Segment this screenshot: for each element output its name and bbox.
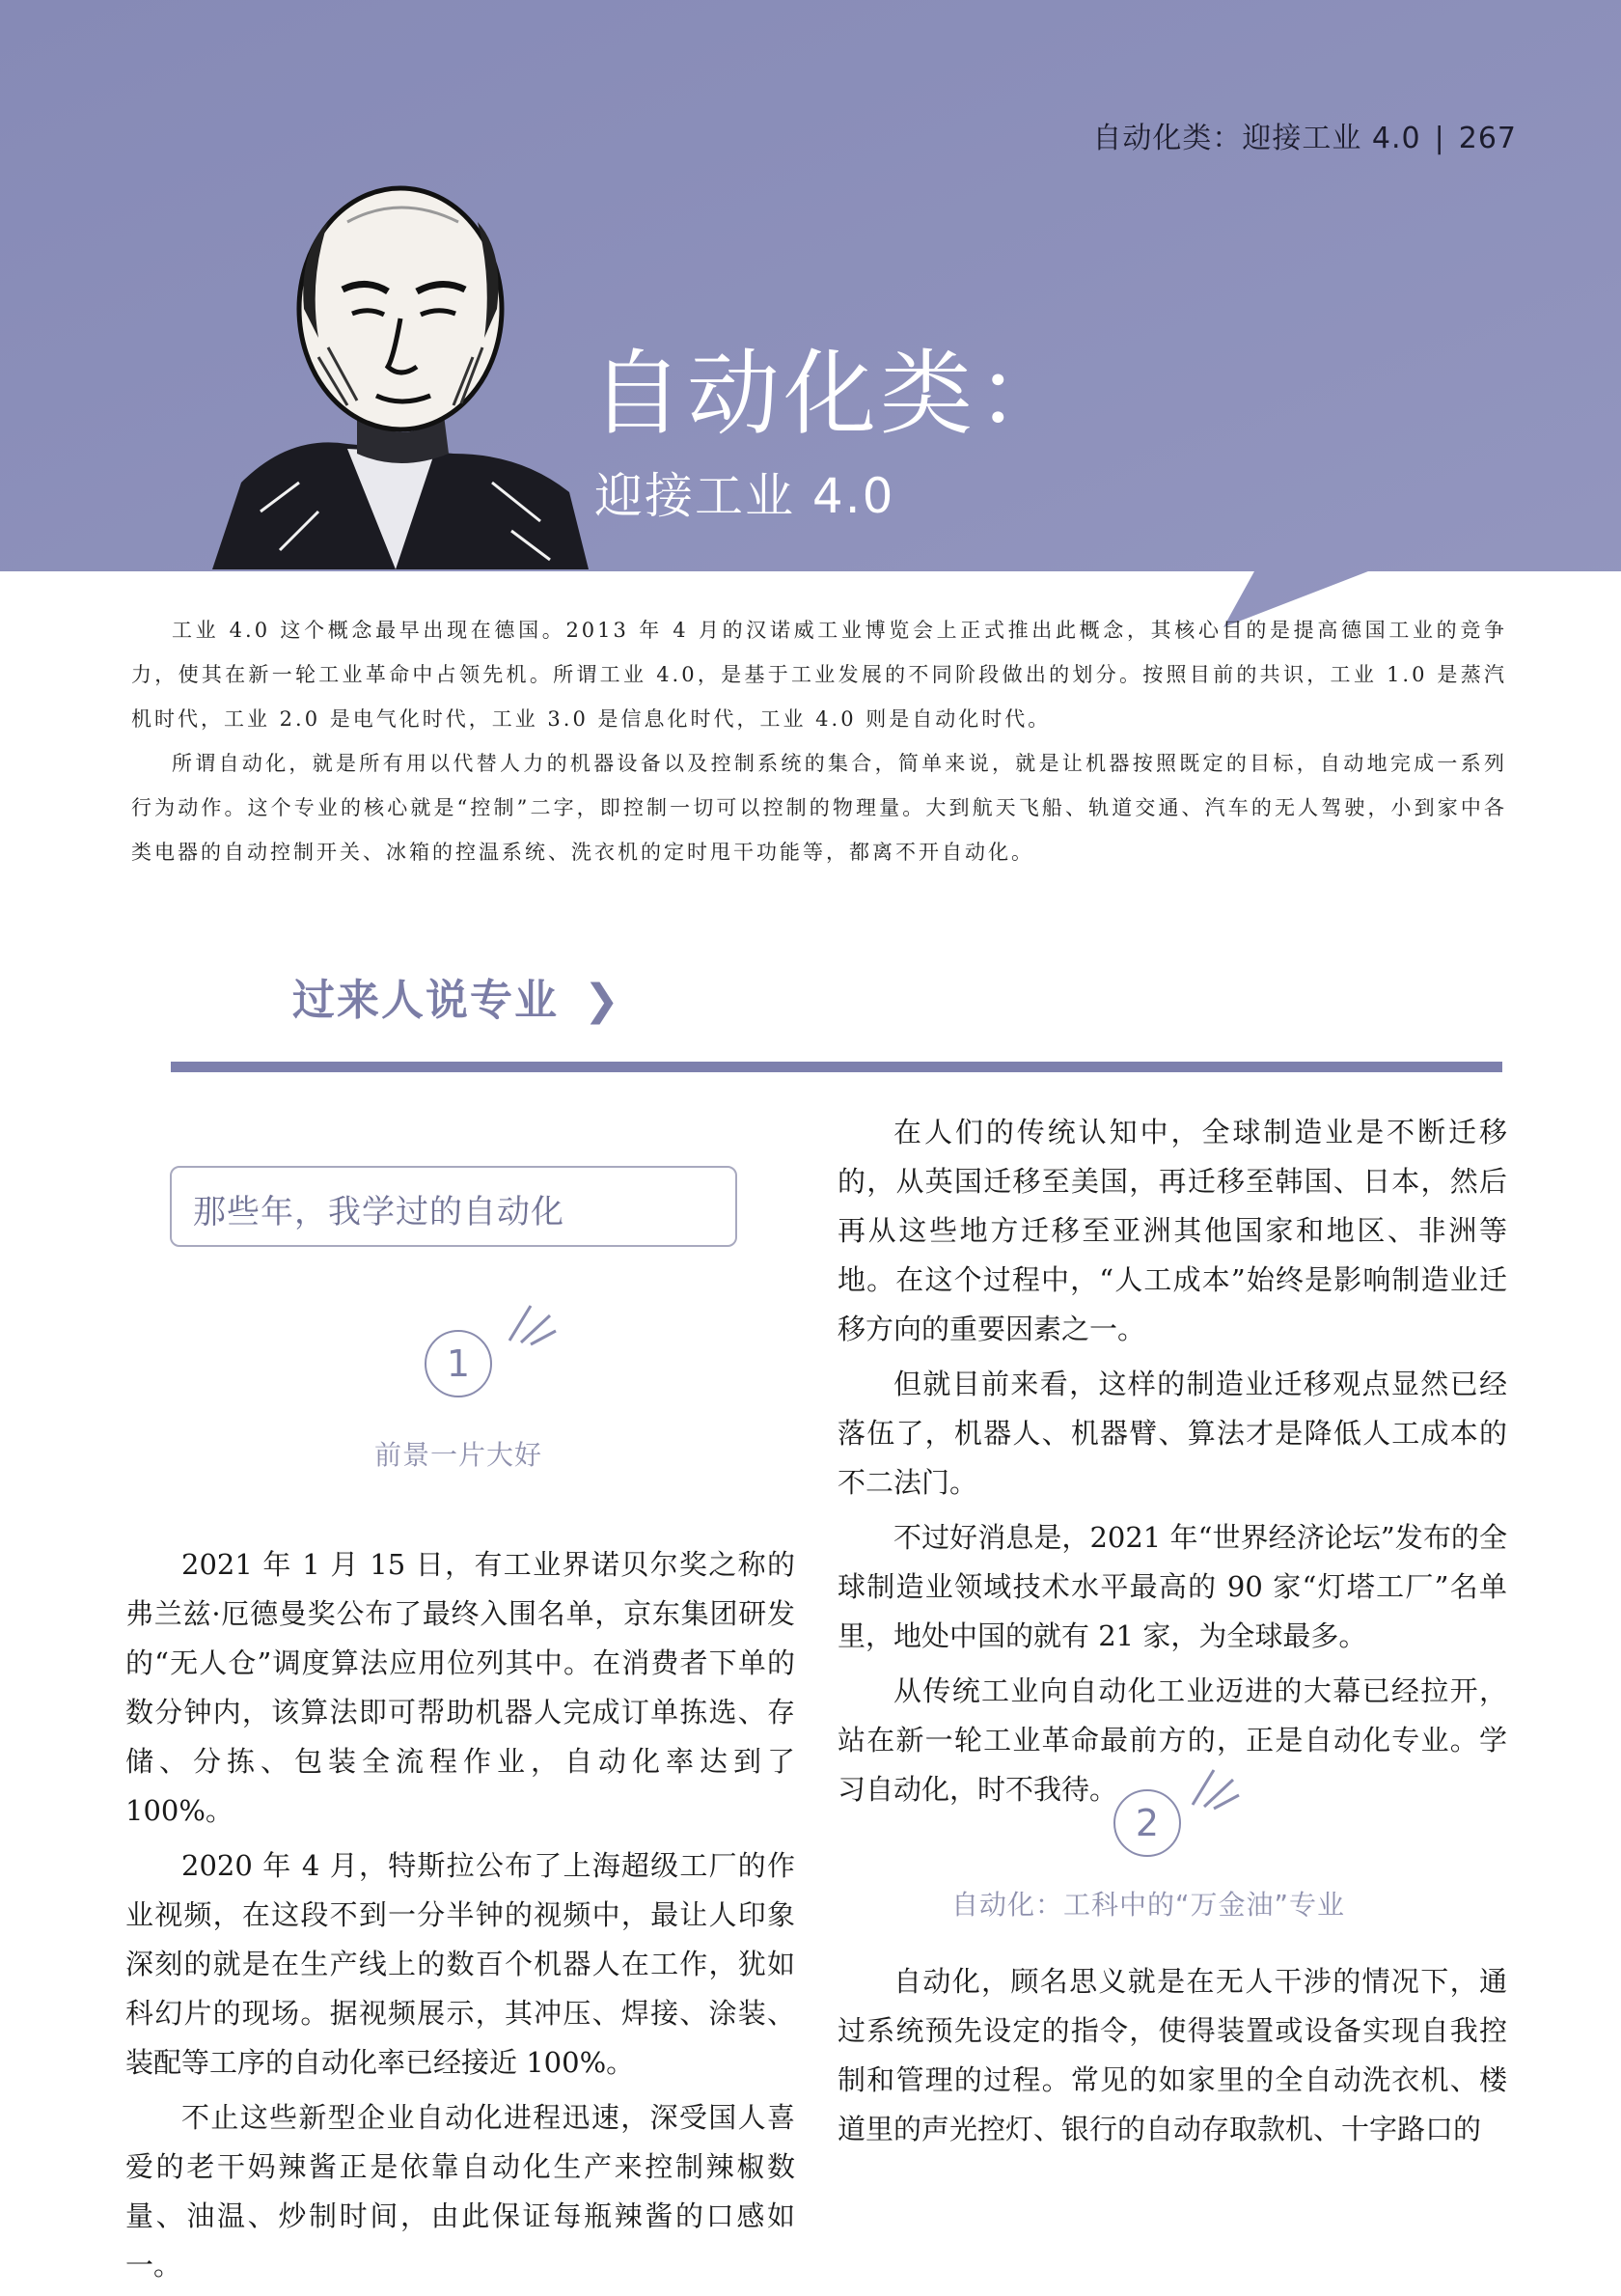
section-heading [292,965,621,1027]
body-paragraph: 在人们的传统认知中，全球制造业是不断迁移的，从英国迁移至美国，再迁移至韩国、日本，然后再从这些地方迁移至亚洲其他国家和地区、非洲等地。在这个过程中，“人工成本”始终是影响制造业迁移方向的重要因素之一。 [838,1116,1507,1345]
page-title: 自动化类： [591,340,1073,448]
intro-text [131,608,1507,874]
body-paragraph: 2021 年 1 月 15 日，有工业界诺贝尔奖之称的弗兰兹·厄德曼奖公布了最终入围名单，京东集团研发的“无人仓”调度算法应用位列其中。在消费者下单的数分钟内，该算法即可帮助机器人完成订单拣选、存储、分拣、包装全流程作业，自动化率达到了 100%。 [125,1548,795,1827]
subsection-title-box [170,1166,737,1247]
portrait-illustration [203,164,608,573]
running-header-section: 自动化类：迎接工业 4.0 [1092,122,1421,155]
page-number: 267 [1458,122,1517,155]
point-number-badge: 1 [425,1330,492,1397]
page-subtitle: 迎接工业 4.0 [594,468,895,524]
body-paragraph: 不止这些新型企业自动化进程迅速，深受国人喜爱的老干妈辣酱正是依靠自动化生产来控制辣椒数量、油温、炒制时间，由此保证每瓶辣酱的口感如一。 [125,2101,795,2282]
section-divider [171,1062,1502,1072]
point-caption: 前景一片大好 [373,1439,542,1471]
point-caption: 自动化：工科中的“万金油”专业 [950,1889,1345,1921]
section-heading-label: 过来人说专业 [292,976,559,1025]
body-paragraph: 但就目前来看，这样的制造业迁移观点显然已经落伍了，机器人、机器臂、算法才是降低人工成本的不二法门。 [838,1368,1507,1499]
subsection-title: 那些年，我学过的自动化 [193,1193,564,1231]
body-paragraph: 从传统工业向自动化工业迈进的大幕已经拉开，站在新一轮工业革命最前方的，正是自动化专业。学习自动化，时不我待。 [838,1674,1507,1806]
intro-paragraph: 工业 4.0 这个概念最早出现在德国。2013 年 4 月的汉诺威工业博览会上正式推出此概念，其核心目的是提高德国工业的竞争力，使其在新一轮工业革命中占领先机。所谓工业 4.0，是基于工业发展的不同阶段做出的划分。按照目前的共识，工业 1.0 是蒸汽机时代，工业 2.0 是电气化时代，工业 3.0 是信息化时代，工业 4.0 则是自动化时代。 [131,619,1507,731]
sparkle-icon [1185,1762,1243,1811]
running-header [1092,114,1517,156]
left-column [125,1540,795,2296]
running-header-separator: | [1434,122,1445,155]
body-paragraph: 自动化，顾名思义就是在无人干涉的情况下，通过系统预先设定的指令，使得装置或设备实现自我控制和管理的过程。常见的如家里的全自动洗衣机、楼道里的声光控灯、银行的自动存取款机、十字路口的 [838,1965,1507,2145]
right-column-bottom [838,1957,1507,2160]
point-number-badge: 2 [1113,1789,1181,1857]
chevron-right-icon: ❯ [584,976,621,1025]
sparkle-icon [502,1298,560,1346]
right-column-top [838,1108,1507,1820]
body-paragraph: 不过好消息是，2021 年“世界经济论坛”发布的全球制造业领域技术水平最高的 90 家“灯塔工厂”名单里，地处中国的就有 21 家，为全球最多。 [838,1521,1507,1652]
intro-paragraph: 所谓自动化，就是所有用以代替人力的机器设备以及控制系统的集合，简单来说，就是让机器按照既定的目标，自动地完成一系列行为动作。这个专业的核心就是“控制”二字，即控制一切可以控制的物理量。大到航天飞船、轨道交通、汽车的无人驾驶，小到家中各类电器的自动控制开关、冰箱的控温系统、洗衣机的定时甩干功能等，都离不开自动化。 [131,752,1507,864]
body-paragraph: 2020 年 4 月，特斯拉公布了上海超级工厂的作业视频，在这段不到一分半钟的视频中，最让人印象深刻的就是在生产线上的数百个机器人在工作，犹如科幻片的现场。据视频展示，其冲压、焊接、涂装、装配等工序的自动化率已经接近 100%。 [125,1849,795,2079]
